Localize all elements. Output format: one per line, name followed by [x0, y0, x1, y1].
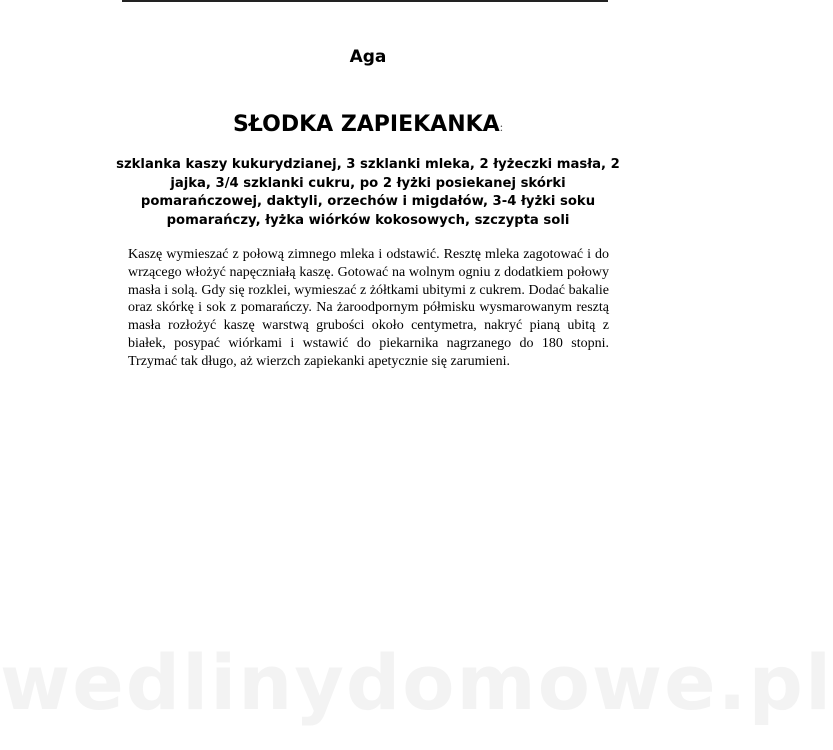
recipe-instructions: Kaszę wymieszać z połową zimnego mleka i odstawić. Resztę mleka zagotować i do wrzącego włożyć napęczniałą kaszę. Gotować na wolnym ogniu z dodatkiem połowy masła i solą. Gdy się rozklei, wymieszać z żółtkami ubitymi z cukrem. Dodać bakalie oraz skórkę i sok z pomarańczy. Na żaroodpornym półmisku wysmarowanym resztą masła rozłożyć kaszę warstwą grubości około centymetra, nakryć pianą ubitą z białek, posypać wiórkami i wstawić do piekarnika nagrzanego do 180 stopni. Trzymać tak długo, aż wierzch zapiekanki apetycznie się zarumieni. — [128, 247, 609, 369]
recipe-title-line — [0, 112, 736, 137]
recipe-author: Aga — [349, 47, 387, 67]
site-watermark: wedlinydomowe.pl — [0, 638, 833, 727]
ingredients-list: szklanka kaszy kukurydzianej, 3 szklanki mleka, 2 łyżeczki masła, 2 jajka, 3/4 szklanki cukru, po 2 łyżki posiekanej skórki pomarańczowej, daktyli, orzechów i migdałów, 3-4 łyżki soku pomarańczy, łyżka wiórków kokosowych, szczypta soli — [116, 157, 620, 228]
top-rule — [122, 0, 608, 2]
recipe-title-colon: : — [499, 120, 504, 134]
recipe-title: SŁODKA ZAPIEKANKA — [232, 112, 500, 137]
